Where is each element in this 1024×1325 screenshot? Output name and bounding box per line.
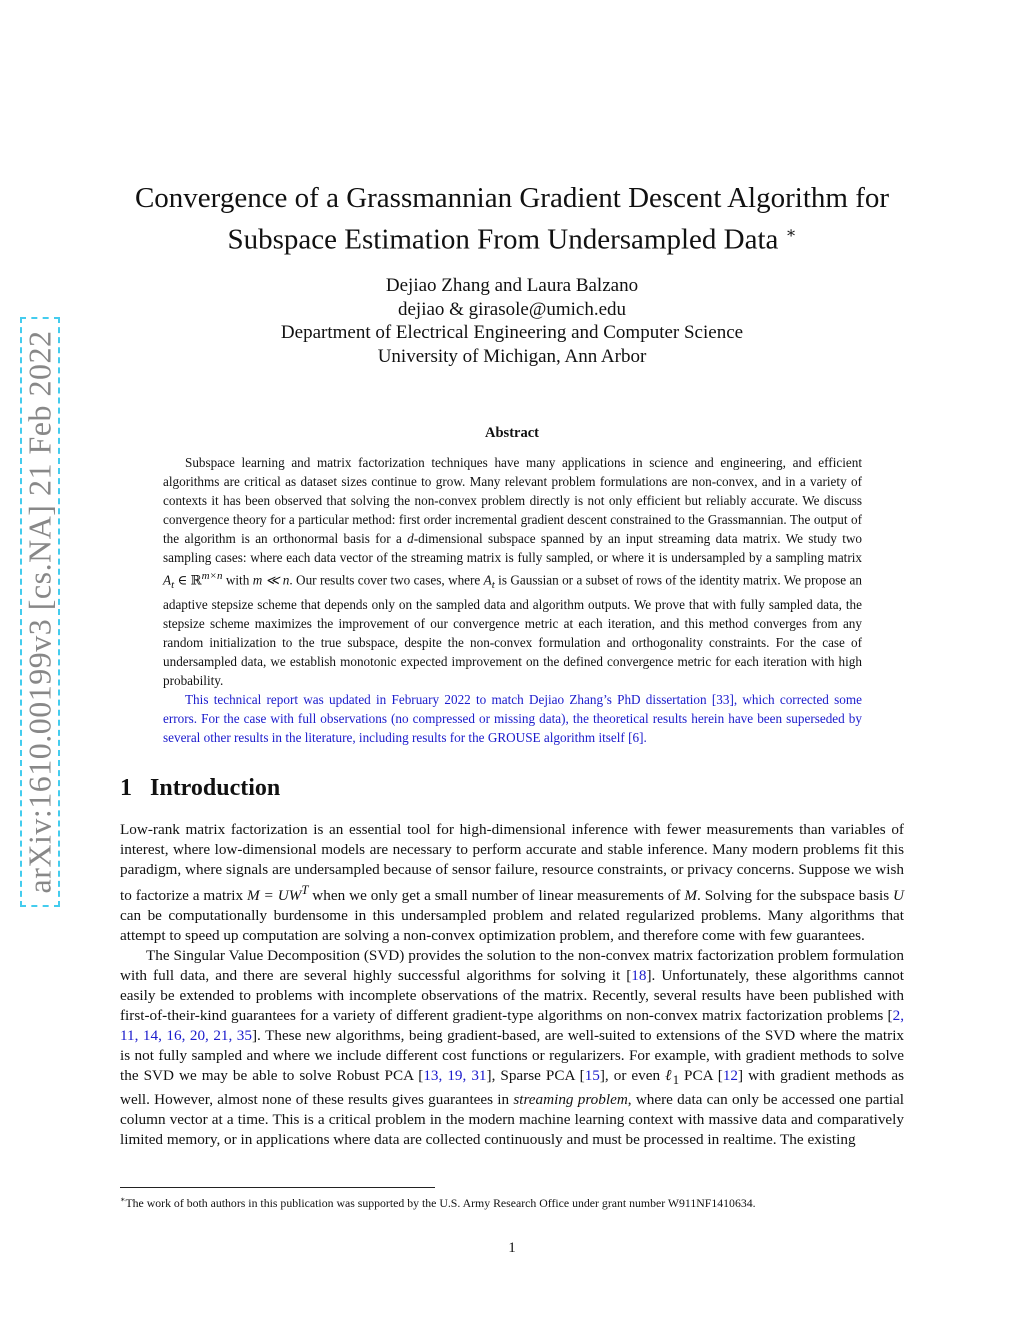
citation-link[interactable]: 15: [584, 1067, 600, 1085]
footnote-text: The work of both authors in this publication was supported by the U.S. Army Research Office under grant number W911NF1410634.: [125, 1195, 756, 1210]
footnote-marker: ∗: [120, 1195, 126, 1204]
abstract-paragraph: Subspace learning and matrix factorization techniques have many applications in science and engineering, and efficient algorithms are critical as dataset sizes continue to grow. Many relevant problem formulations are non-convex, and in a variety of contexts it has been observed that solving the non-convex problem directly is not only efficient but reliably accurate. We discuss convergence theory for a particular method: first order incremental gradient descent constrained to the Grassmannian. The output of the algorithm is an orthonormal basis for a d-dimensional subspace spanned by an input streaming data matrix. We study two sampling cases: where each data vector of the streaming matrix is fully sampled, or where it is undersampled by a sampling matrix $A_t$ ∈ ℝ$^{m\times n}$ with m ≪ n. Our results cover two cases, where $A_t$ is Gaussian or a subset of rows of the identity matrix. We propose an adaptive stepsize scheme that depends only on the sampled data and algorithm outputs. We prove that with fully sampled data, the stepsize scheme maximizes the improvement of our convergence metric at each iteration, and this method converges from any random initialization to the true subspace, despite the non-convex formulation and orthogonality constraints. For the case of undersampled data, we establish monotonic expected improvement on the defined convergence metric for each iteration with high probability.: [163, 455, 862, 689]
page-number: 1: [508, 1240, 516, 1256]
arxiv-stamp-text: arXiv:1610.00199v3 [cs.NA] 21 Feb 2022: [21, 330, 58, 894]
title-footnote-marker: ∗: [785, 225, 797, 242]
abstract-update-note: This technical report was updated in February 2022 to match Dejiao Zhang’s PhD dissertation [33], which corrected some errors. For the case with full observations (no compressed or missing data), the theoretical results herein have been superseded by several other results in the literature, including results for the GROUSE algorithm itself [6].: [163, 692, 862, 746]
section-heading: [120, 775, 280, 802]
citation-link[interactable]: 18: [631, 967, 647, 985]
citation-link[interactable]: 13, 19, 31: [423, 1067, 487, 1085]
author-department: Department of Electrical Engineering and Computer Science: [280, 322, 744, 343]
citation-link[interactable]: 33: [716, 692, 730, 708]
author-block: [100, 274, 924, 368]
abstract: [163, 453, 862, 747]
body-paragraph: The Singular Value Decomposition (SVD) provides the solution to the non-convex matrix factorization problem formulation with full data, and there are several highly successful algorithms for solving it [18]. Unfortunately, these algorithms cannot easily be extended to problems with incomplete observations of the matrix. Recently, several results have been published with first-of-their-kind guarantees for a variety of different gradient-type algorithms on non-convex matrix factorization problems [2, 11, 14, 16, 20, 21, 35]. These new algorithms, being gradient-based, are well-suited to extensions of the SVD where the matrix is not fully sampled and where we include different cost functions or regularizers. For example, with gradient methods to solve the SVD we may be able to solve Robust PCA [13, 19, 31], Sparse PCA [15], or even ℓ$_1$ PCA [12] with gradient methods as well. However, almost none of these results gives guarantees in streaming problem, where data can only be accessed one partial column vector at a time. This is a critical problem in the modern machine learning context with massive data and comparatively limited memory, or in applications where data are collected continuously and must be processed in realtime. The existing: [120, 947, 905, 1149]
paper-title: [100, 180, 924, 258]
author-university: University of Michigan, Ann Arbor: [377, 345, 647, 367]
footnote-divider: [120, 1187, 435, 1188]
citation-link[interactable]: 12: [722, 1067, 739, 1085]
section-number: 1: [120, 775, 132, 801]
body-paragraph: Low-rank matrix factorization is an essential tool for high-dimensional inference with fewer measurements than variables of interest, where low-dimensional models are necessary to perform accurate and stable inference. Many modern problems fit this paradigm, where signals are undersampled because of sensor failure, resource constraints, or privacy concerns. Suppose we wish to factorize a matrix $M = UW^T$ when we only get a small number of linear measurements of M. Solving for the subspace basis U can be computationally burdensome in this undersampled problem and related regularized problems. Many algorithms that attempt to speed up computation are solving a non-convex optimization problem, and therefore come with few guarantees.: [120, 821, 904, 945]
author-email: dejiao & girasole@umich.edu: [397, 298, 627, 320]
citation-link[interactable]: 2, 11, 14, 16, 20, 21, 35: [120, 1007, 904, 1045]
citation-link[interactable]: 6: [632, 730, 640, 746]
abstract-heading: Abstract: [485, 425, 539, 441]
title-line-1: Convergence of a Grassmannian Gradient Descent Algorithm for: [134, 182, 890, 214]
arxiv-stamp: [20, 317, 60, 907]
title-line-2: Subspace Estimation From Undersampled Data: [227, 223, 779, 256]
section-title: Introduction: [150, 775, 281, 801]
introduction-body: [120, 820, 904, 1150]
footnote: [120, 1192, 910, 1211]
author-names: Dejiao Zhang and Laura Balzano: [385, 275, 639, 296]
